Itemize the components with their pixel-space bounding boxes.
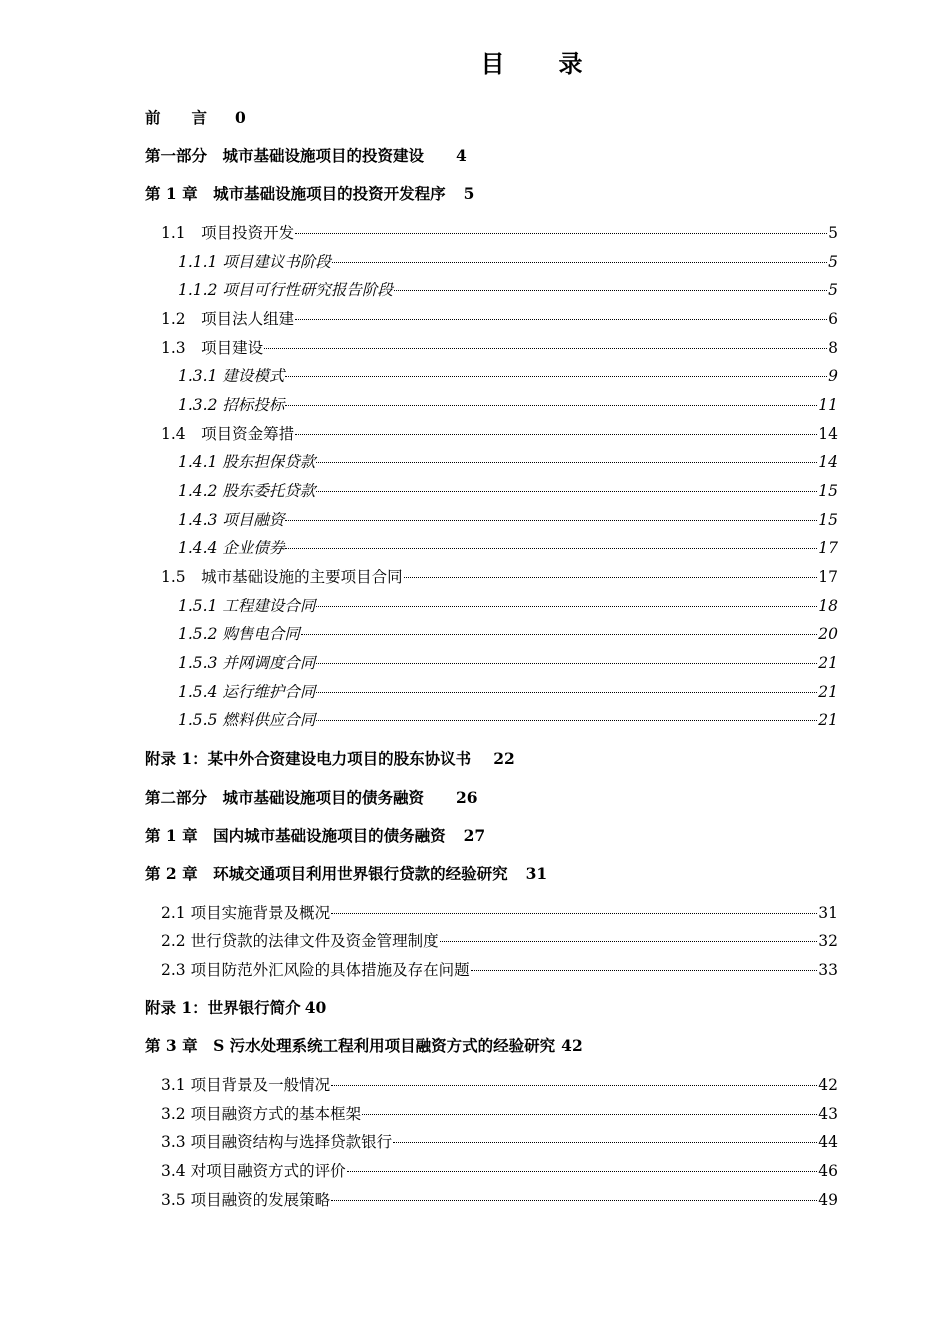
toc-entry-label: 1.4.2 股东委托贷款 <box>178 482 316 500</box>
toc-heading-page: 0 <box>235 108 246 127</box>
toc-entry-page: 5 <box>828 253 838 271</box>
toc-entry-label: 2.1 项目实施背景及概况 <box>161 904 331 922</box>
toc-heading-page: 31 <box>525 864 548 883</box>
toc-entry[interactable] <box>161 1073 838 1095</box>
dot-leader <box>316 606 817 607</box>
toc-entry-page: 21 <box>818 654 838 672</box>
toc-entry-page: 17 <box>818 568 838 586</box>
toc-entry-label: 1.5.3 并网调度合同 <box>178 654 316 672</box>
toc-entry[interactable] <box>161 221 838 243</box>
toc-heading-part2-ch1[interactable] <box>145 824 485 846</box>
dot-leader <box>316 462 817 463</box>
toc-entry[interactable] <box>161 336 838 358</box>
toc-entry-label: 1.5 城市基础设施的主要项目合同 <box>161 568 403 586</box>
toc-entry[interactable] <box>161 1159 838 1181</box>
toc-heading-page: 4 <box>456 146 467 165</box>
toc-entry-page: 43 <box>818 1105 838 1123</box>
toc-heading-part1[interactable] <box>145 144 467 166</box>
dot-leader <box>295 319 827 320</box>
toc-heading-part2-ch2[interactable] <box>145 862 547 884</box>
toc-entry-label: 3.3 项目融资结构与选择贷款银行 <box>161 1133 393 1151</box>
dot-leader <box>393 1142 817 1143</box>
dot-leader <box>295 233 827 234</box>
toc-entry[interactable] <box>178 594 838 616</box>
toc-entry[interactable] <box>178 278 838 300</box>
toc-entry-label: 1.5.5 燃料供应合同 <box>178 711 316 729</box>
toc-entry-page: 31 <box>818 904 838 922</box>
dot-leader <box>471 970 818 971</box>
toc-heading-part2-ch3[interactable] <box>145 1034 583 1056</box>
dot-leader <box>285 405 817 406</box>
toc-entry-label: 1.4.4 企业债券 <box>178 539 285 557</box>
toc-heading-page: 27 <box>463 826 486 845</box>
toc-heading-page: 26 <box>456 788 478 807</box>
toc-heading-page: 42 <box>561 1036 583 1055</box>
toc-entry-label: 1.4.3 项目融资 <box>178 511 285 529</box>
dot-leader <box>316 720 817 721</box>
toc-entry-label: 1.1.1 项目建议书阶段 <box>178 253 331 271</box>
dot-leader <box>394 290 827 291</box>
toc-entry[interactable] <box>178 364 838 386</box>
toc-entry-label: 2.2 世行贷款的法律文件及资金管理制度 <box>161 932 439 950</box>
toc-entry[interactable] <box>178 680 838 702</box>
toc-heading-page: 5 <box>463 184 475 203</box>
dot-leader <box>404 577 818 578</box>
page-title: 目 录 <box>480 49 585 78</box>
toc-entry-page: 14 <box>818 425 838 443</box>
dot-leader <box>285 520 817 521</box>
toc-entry[interactable] <box>161 1102 838 1124</box>
toc-entry-page: 11 <box>818 396 838 414</box>
toc-entry[interactable] <box>178 393 838 415</box>
toc-entry[interactable] <box>178 479 838 501</box>
toc-entry-page: 20 <box>818 625 838 643</box>
toc-entry-label: 1.3.2 招标投标 <box>178 396 285 414</box>
toc-entry-label: 3.2 项目融资方式的基本框架 <box>161 1105 362 1123</box>
dot-leader <box>331 1200 817 1201</box>
toc-entry-label: 3.1 项目背景及一般情况 <box>161 1076 331 1094</box>
dot-leader <box>331 913 817 914</box>
toc-entry-page: 9 <box>828 367 838 385</box>
toc-heading-page: 22 <box>493 749 515 768</box>
dot-leader <box>331 1085 817 1086</box>
dot-leader <box>316 491 817 492</box>
dot-leader <box>362 1114 817 1115</box>
toc-entry-page: 18 <box>818 597 838 615</box>
toc-heading-part2[interactable] <box>145 786 478 808</box>
toc-entry-label: 1.4 项目资金筹措 <box>161 425 295 443</box>
toc-entry-label: 1.5.2 购售电合同 <box>178 625 300 643</box>
toc-entry[interactable] <box>161 901 838 923</box>
toc-entry-label: 2.3 项目防范外汇风险的具体措施及存在问题 <box>161 961 470 979</box>
toc-entry-label: 1.1 项目投资开发 <box>161 224 295 242</box>
toc-entry[interactable] <box>161 958 838 980</box>
toc-heading-page: 40 <box>304 998 327 1017</box>
toc-entry-page: 42 <box>818 1076 838 1094</box>
toc-entry-label: 3.4 对项目融资方式的评价 <box>161 1162 346 1180</box>
toc-entry-page: 17 <box>818 539 838 557</box>
toc-entry[interactable] <box>178 651 838 673</box>
dot-leader <box>295 434 817 435</box>
toc-entry-label: 1.1.2 项目可行性研究报告阶段 <box>178 281 393 299</box>
toc-entry-page: 5 <box>828 224 838 242</box>
dot-leader <box>316 663 817 664</box>
toc-entry-page: 49 <box>818 1191 838 1209</box>
toc-entry-page: 6 <box>828 310 838 328</box>
toc-entry-page: 15 <box>818 511 838 529</box>
toc-entry-page: 8 <box>828 339 838 357</box>
toc-entry-page: 21 <box>818 683 838 701</box>
toc-entry-page: 15 <box>818 482 838 500</box>
toc-heading-label: 第二部分 城市基础设施项目的债务融资 <box>145 788 425 807</box>
toc-entry-label: 1.5.4 运行维护合同 <box>178 683 316 701</box>
toc-heading-label: 第 2 章 环城交通项目利用世界银行贷款的经验研究 <box>145 864 508 883</box>
toc-entry[interactable] <box>161 1188 838 1210</box>
toc-heading-preface[interactable] <box>145 106 246 128</box>
dot-leader <box>301 634 817 635</box>
toc-entry[interactable] <box>161 929 838 951</box>
toc-heading-label: 第 3 章 S 污水处理系统工程利用项目融资方式的经验研究 <box>145 1036 556 1055</box>
toc-entry[interactable] <box>161 565 838 587</box>
dot-leader <box>316 692 817 693</box>
toc-entry-page: 44 <box>818 1133 838 1151</box>
toc-entry[interactable] <box>161 307 838 329</box>
toc-heading-label: 第一部分 城市基础设施项目的投资建设 <box>145 146 425 165</box>
toc-entry-page: 5 <box>828 281 838 299</box>
toc-entry[interactable] <box>178 508 838 530</box>
dot-leader <box>332 262 827 263</box>
toc-heading-label: 第 1 章 国内城市基础设施项目的债务融资 <box>145 826 446 845</box>
dot-leader <box>440 941 818 942</box>
toc-entry[interactable] <box>178 250 838 272</box>
toc-heading-appendix1[interactable] <box>145 747 515 769</box>
toc-entry-label: 1.5.1 工程建设合同 <box>178 597 316 615</box>
toc-heading-label: 前 言 <box>145 108 208 127</box>
toc-entry-page: 21 <box>818 711 838 729</box>
dot-leader <box>347 1171 818 1172</box>
toc-entry[interactable] <box>161 1130 838 1152</box>
toc-entry[interactable] <box>178 622 838 644</box>
toc-entry[interactable] <box>178 536 838 558</box>
dot-leader <box>264 348 827 349</box>
toc-entry-label: 1.3 项目建设 <box>161 339 264 357</box>
toc-entry-label: 1.2 项目法人组建 <box>161 310 295 328</box>
toc-entry-page: 14 <box>818 453 838 471</box>
toc-entry-label: 1.4.1 股东担保贷款 <box>178 453 316 471</box>
toc-entry-page: 33 <box>818 961 838 979</box>
dot-leader <box>285 376 827 377</box>
toc-heading-label: 第 1 章 城市基础设施项目的投资开发程序 <box>145 184 446 203</box>
toc-entry-page: 32 <box>818 932 838 950</box>
toc-heading-label: 附录 1：某中外合资建设电力项目的股东协议书 <box>145 749 472 768</box>
toc-entry-page: 46 <box>818 1162 838 1180</box>
toc-entry[interactable] <box>178 450 838 472</box>
toc-heading-ch1[interactable] <box>145 182 474 204</box>
toc-entry-label: 1.3.1 建设模式 <box>178 367 285 385</box>
toc-entry-label: 3.5 项目融资的发展策略 <box>161 1191 331 1209</box>
toc-heading-label: 附录 1：世界银行简介 <box>145 998 301 1017</box>
toc-entry[interactable] <box>178 708 838 730</box>
toc-entry[interactable] <box>161 422 838 444</box>
dot-leader <box>285 548 817 549</box>
toc-heading-appendix-worldbank[interactable] <box>145 996 326 1018</box>
